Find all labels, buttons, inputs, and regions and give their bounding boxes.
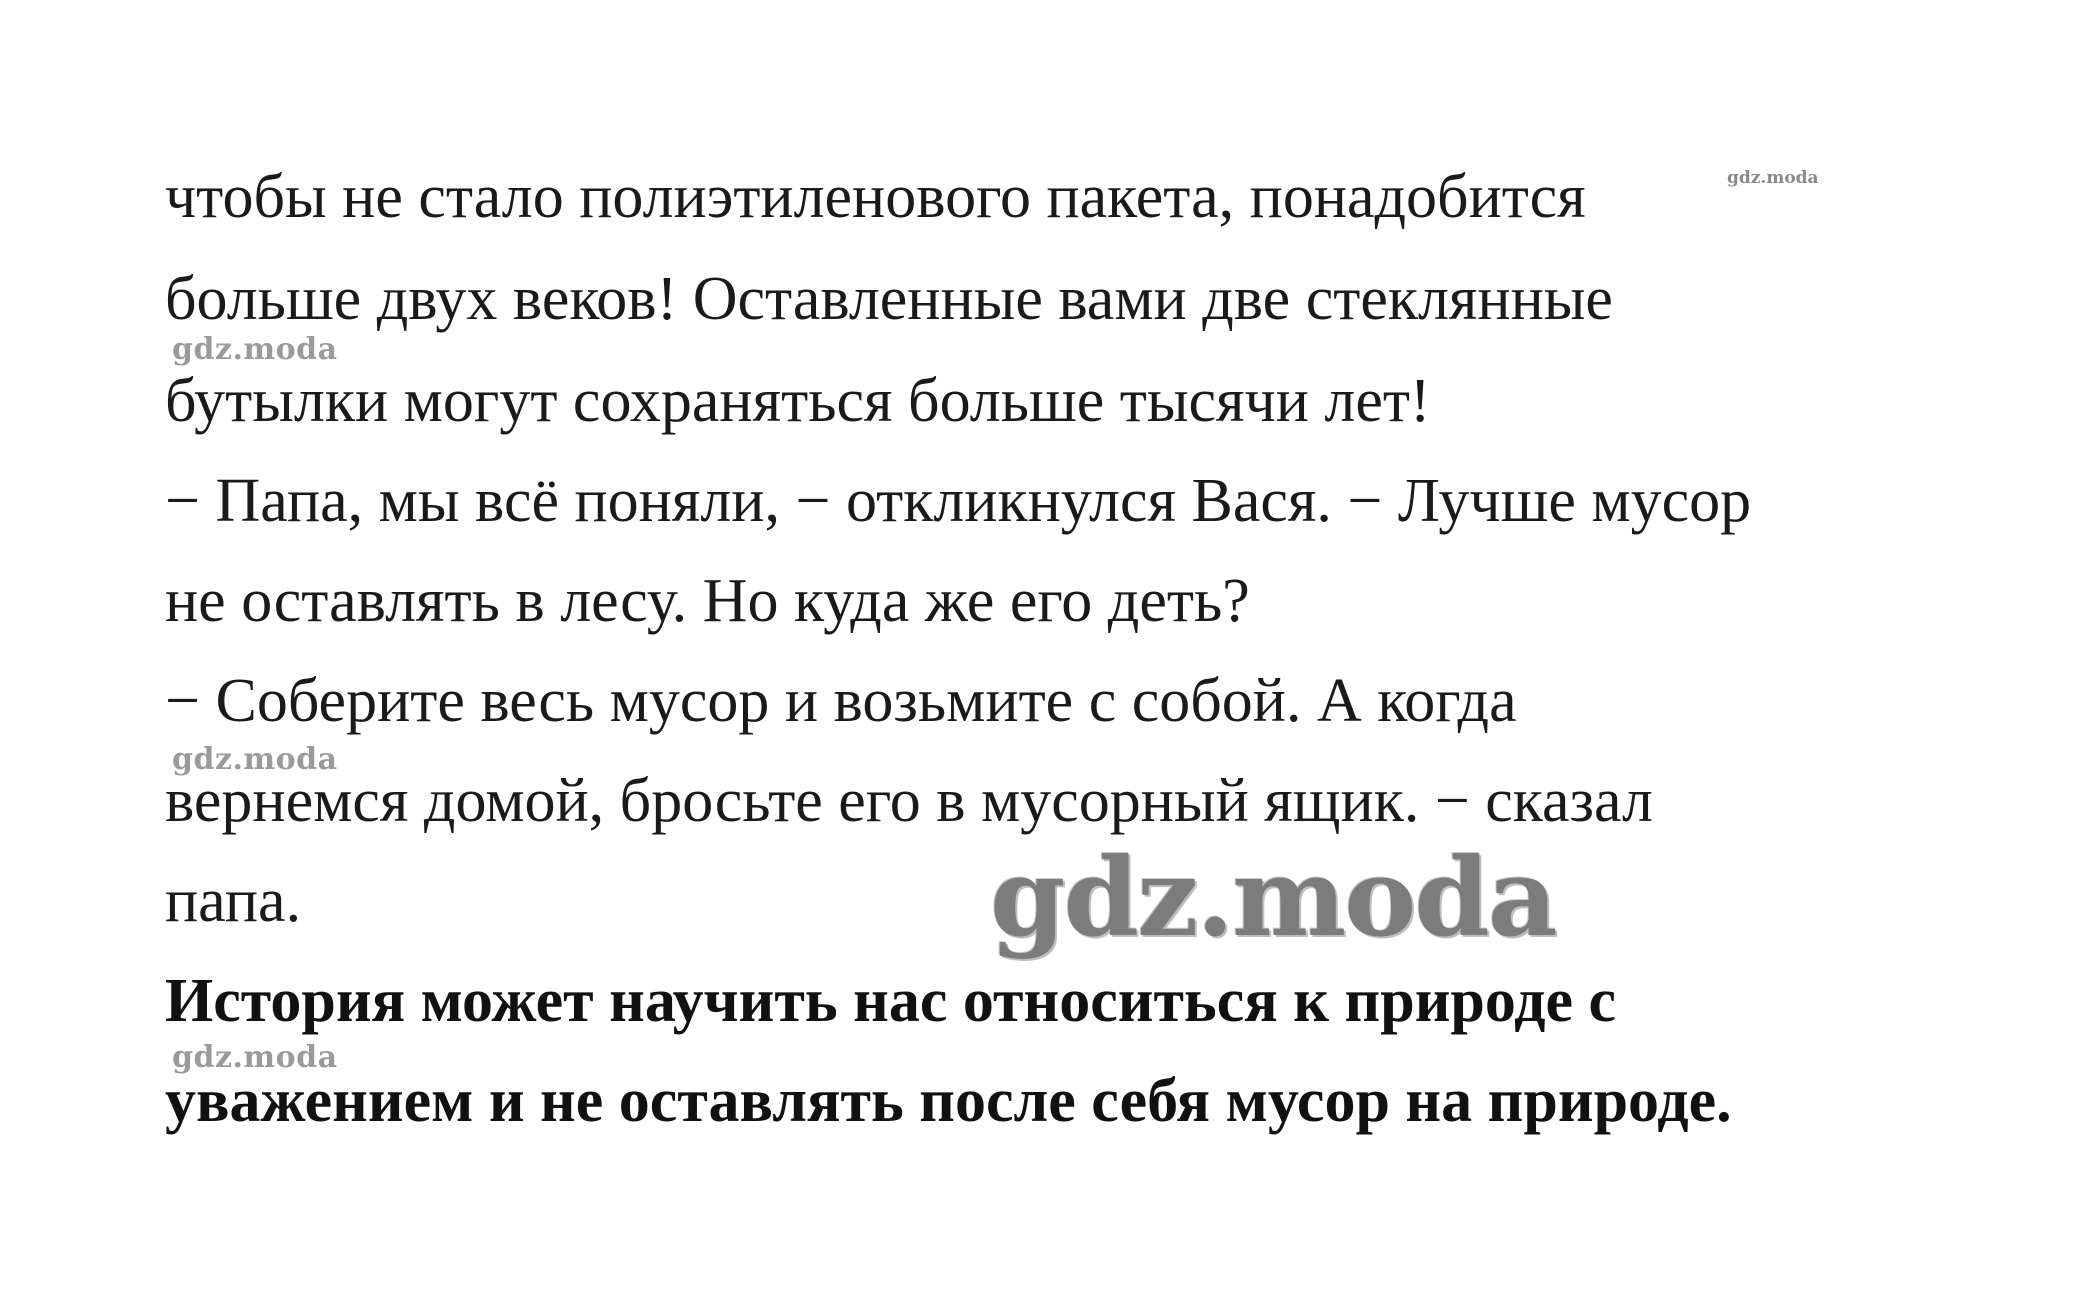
text-line-7: вернемся домой, бросьте его в мусорный ящик. − сказал [165,767,1653,835]
watermark-small-1: gdz.moda [172,332,338,367]
text-line-8: папа. [165,867,302,935]
watermark-tiny: gdz.moda [1727,168,1819,188]
text-line-1: чтобы не стало полиэтиленового пакета, понадобится [165,163,1586,231]
watermark-small-2: gdz.moda [172,742,338,777]
text-line-3: бутылки могут сохраняться больше тысячи лет! [165,367,1431,435]
conclusion-line-2: уважением и не оставлять после себя мусор на природе. [165,1067,1732,1135]
text-line-4: − Папа, мы всё поняли, − откликнулся Вася. − Лучше мусор [165,467,1752,535]
watermark-large: gdz.moda [990,835,1556,961]
text-line-2: больше двух веков! Оставленные вами две стеклянные [165,265,1613,333]
text-line-5: не оставлять в лесу. Но куда же его деть? [165,567,1250,635]
conclusion-line-1: История может научить нас относиться к природе с [165,967,1617,1035]
watermark-small-3: gdz.moda [172,1040,338,1075]
text-line-6: − Соберите весь мусор и возьмите с собой. А когда [165,667,1517,735]
